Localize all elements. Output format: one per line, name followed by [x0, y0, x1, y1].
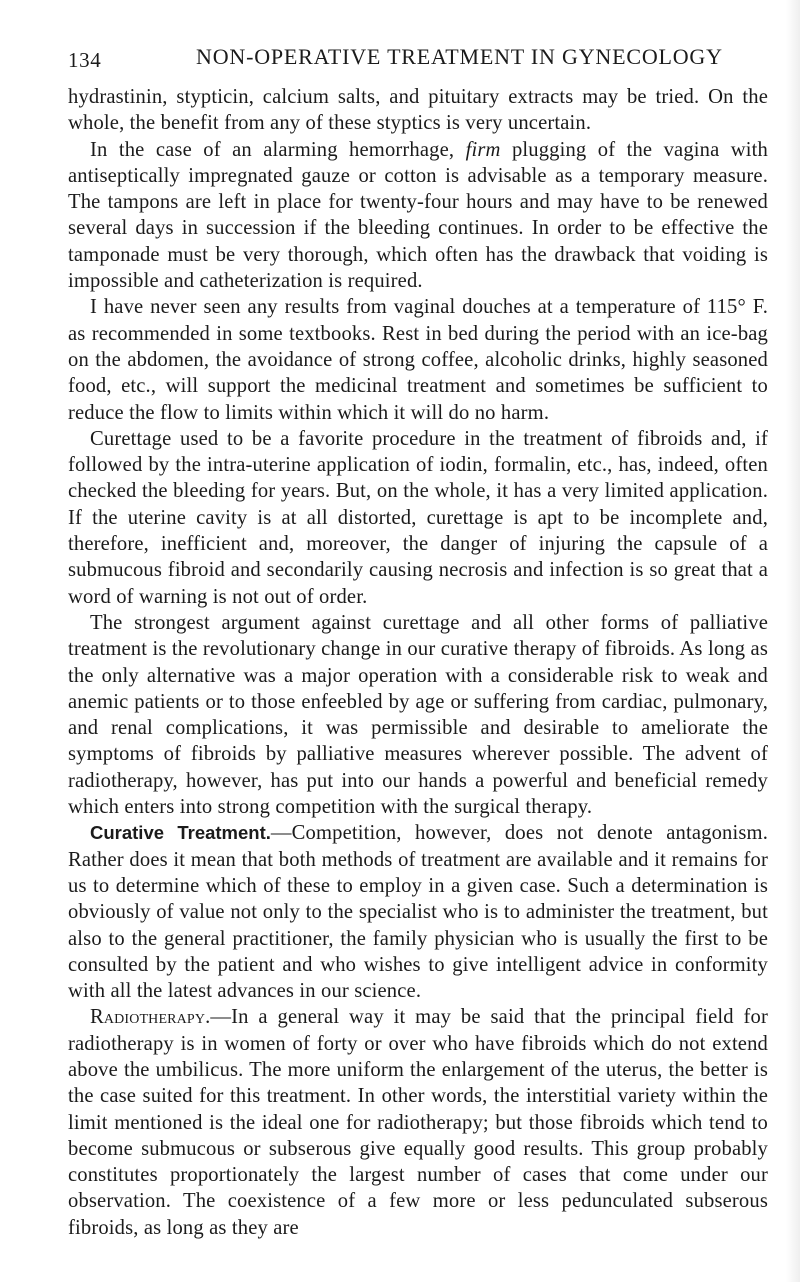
page-header — [68, 40, 772, 80]
running-head: NON-OPERATIVE TREATMENT IN GYNECOLOGY — [196, 44, 723, 69]
paragraph-2-text-before: In the case of an alarming hemorrhage, — [90, 138, 455, 161]
paragraph-1 — [68, 84, 768, 137]
paragraph-6 — [68, 820, 768, 1004]
paragraph-2-emphasis: firm — [465, 138, 501, 161]
body-text — [68, 84, 768, 1241]
paragraph-3-text: I have never seen any results from vaginal douches at a temperature of 115° F. as recommended in some textbooks. Rest in bed during the period with an ice-bag on the abdomen, the avoidance of strong coffee, alcoholic drinks, highly seasoned food, etc., will support the medicinal treatment and sometimes be sufficient to reduce the flow to limits within which it will do no harm. — [68, 296, 768, 424]
paragraph-1-text: hydrastinin, stypticin, calcium salts, and pituitary extracts may be tried. On the whole, the benefit from any of these styptics is very uncertain. — [68, 86, 768, 135]
paragraph-2-text-after: plugging of the vagina with antiseptically impregnated gauze or cotton is advisable as a temporary measure. The tampons are left in place for twenty-four hours and may have to be renewed several days in succession if the bleeding continues. In order to be effective the tamponade must be very thorough, which often has the drawback that voiding is impossible and catheterization is required. — [68, 138, 768, 293]
book-page — [68, 40, 772, 1239]
paragraph-7-text: —In a general way it may be said that the principal field for radiotherapy is in women of forty or over who have fibroids which do not extend above the umbilicus. The more uniform the enlargement of the uterus, the better is the case suited for this treatment. In other words, the interstitial variety within the limit mentioned is the ideal one for radiotherapy; but those fibroids which tend to become submucous or subserous give equally good results. This group probably constitutes proportionately the largest number of cases that come under our observation. The coexistence of a few more or less pedunculated subserous fibroids, as long as they are — [68, 1006, 768, 1239]
paragraph-4 — [68, 426, 768, 610]
paragraph-6-text: —Competition, however, does not denote antagonism. Rather does it mean that both methods of treatment are available and it remains for us to determine which of these to employ in a given case. Such a determination is obviously of value not only to the specialist who is to administer the treatment, but also to the general practitioner, the family physician who is usually the first to be consulted by the patient and who wishes to give intelligent advice in conformity with all the latest advances in our science. — [68, 822, 768, 1003]
page-edge-shadow — [786, 0, 800, 1282]
paragraph-4-text: Curettage used to be a favorite procedure in the treatment of fibroids and, if followed by the intra-uterine application of iodin, formalin, etc., has, indeed, often checked the bleeding for years. But, on the whole, it has a very limited application. If the uterine cavity is at all distorted, curettage is apt to be incomplete and, therefore, inefficient and, moreover, the danger of injuring the capsule of a submucous fibroid and secondarily causing necrosis and infection is so great that a word of warning is not out of order. — [68, 427, 768, 608]
paragraph-2 — [68, 137, 768, 295]
paragraph-5 — [68, 610, 768, 820]
section-heading-radiotherapy: Radiotherapy. — [90, 1006, 211, 1029]
page-number: 134 — [68, 48, 102, 72]
section-heading-curative-treatment: Curative Treatment. — [90, 822, 271, 844]
paragraph-3 — [68, 294, 768, 425]
paragraph-7 — [68, 1004, 768, 1241]
paragraph-5-text: The strongest argument against curettage and all other forms of palliative treatment is the revolutionary change in our curative therapy of fibroids. As long as the only alternative was a major operation with a considerable risk to weak and anemic patients or to those enfeebled by age or suffering from cardiac, pulmonary, and renal complications, it was permissible and desirable to ameliorate the symptoms of fibroids by palliative measures wherever possible. The advent of radiotherapy, however, has put into our hands a powerful and beneficial remedy which enters into strong competition with the surgical therapy. — [68, 611, 768, 819]
